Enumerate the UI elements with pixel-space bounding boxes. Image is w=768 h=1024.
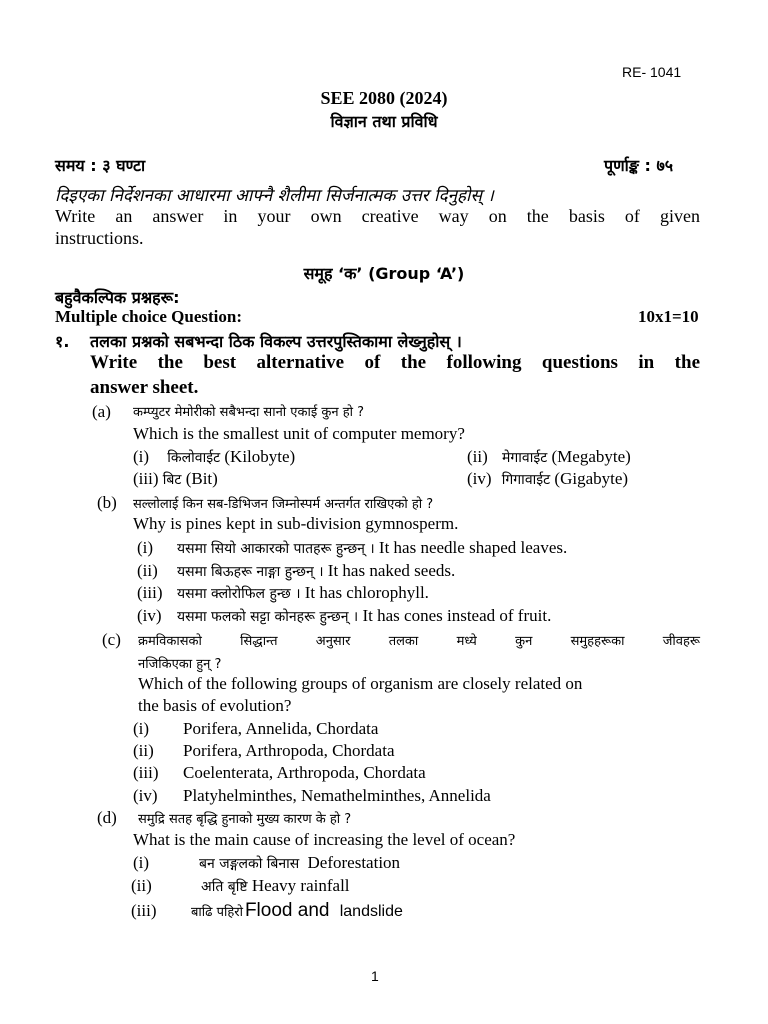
subquestion-d-en: What is the main cause of increasing the level of ocean? bbox=[133, 830, 516, 849]
option-d-iii bbox=[131, 900, 403, 922]
option-text-en: (Bit) bbox=[185, 469, 218, 488]
question-instruction-np: तलका प्रश्नको सबभन्दा ठिक विकल्प उत्तरपुस्तिकामा लेख्नुहोस् । bbox=[90, 332, 462, 351]
option-a-i bbox=[133, 447, 295, 467]
option-a-iv bbox=[467, 469, 628, 489]
page-number: 1 bbox=[371, 968, 379, 984]
option-label: (i) bbox=[133, 719, 150, 738]
document-code: RE- 1041 bbox=[622, 64, 682, 80]
option-b-iv bbox=[137, 606, 551, 626]
time-allowed: समय : ३ घण्टा bbox=[55, 156, 146, 175]
subquestion-d-np: समुद्रि सतह बृद्धि हुनाको मुख्य कारण के हो ? bbox=[138, 812, 352, 827]
full-marks: पूर्णाङ्क : ७५ bbox=[604, 156, 674, 175]
subquestion-a-np: कम्प्युटर मेमोरीको सबैभन्दा सानो एकाई कुन हो ? bbox=[133, 405, 364, 420]
exam-title: SEE 2080 (2024) bbox=[320, 88, 448, 108]
option-text-np: अति बृष्टि bbox=[201, 879, 248, 895]
option-label: (iii) bbox=[137, 583, 163, 602]
option-a-ii bbox=[467, 447, 631, 467]
option-text-en: Porifera, Arthropoda, Chordata bbox=[183, 741, 395, 760]
option-label: (iv) bbox=[137, 606, 162, 625]
option-text-en: Heavy rainfall bbox=[251, 876, 350, 895]
option-text-en: It has naked seeds. bbox=[327, 561, 456, 580]
option-text-np: बाढि पहिरो bbox=[191, 905, 243, 920]
option-text-en: It has chlorophyll. bbox=[304, 583, 429, 602]
option-b-i bbox=[137, 538, 567, 558]
mcq-heading-en: Multiple choice Question: bbox=[55, 307, 242, 326]
option-text-en: It has cones instead of fruit. bbox=[362, 606, 552, 625]
option-label: (iv) bbox=[133, 786, 158, 805]
subquestion-a-label: (a) bbox=[92, 402, 111, 421]
option-text-en: (Megabyte) bbox=[551, 447, 631, 466]
option-b-iii bbox=[137, 583, 429, 603]
option-text-en: Flood and bbox=[244, 900, 330, 921]
question-number: १. bbox=[55, 332, 70, 351]
subquestion-a-en: Which is the smallest unit of computer memory? bbox=[133, 424, 465, 443]
general-instruction-en-line2: instructions. bbox=[55, 228, 144, 248]
subquestion-c-en-line2: the basis of evolution? bbox=[138, 696, 292, 715]
option-label: (i) bbox=[133, 447, 150, 466]
question-instruction-en-line2: answer sheet. bbox=[90, 377, 199, 398]
option-text-np: बिट bbox=[162, 472, 182, 488]
option-text-np: यसमा फलको सट्टा कोनहरू हुन्छन् । bbox=[177, 609, 359, 625]
option-text-en: Coelenterata, Arthropoda, Chordata bbox=[183, 763, 426, 782]
subquestion-b-np: सल्लोलाई किन सब-डिभिजन जिम्नोस्पर्म अन्तर्गत राखिएको हो ? bbox=[133, 497, 434, 512]
option-d-ii bbox=[131, 876, 350, 896]
option-label: (iii) bbox=[133, 469, 159, 488]
option-text-np: बन जङ्गलको बिनास bbox=[199, 856, 300, 872]
option-label: (i) bbox=[137, 538, 154, 557]
option-text-en: It has needle shaped leaves. bbox=[378, 538, 568, 557]
general-instruction-np: दिइएका निर्देशनका आधारमा आफ्नै शैलीमा सिर्जनात्मक उत्तर दिनुहोस् । bbox=[55, 186, 494, 206]
subquestion-c-np-line1: क्रमविकासको सिद्धान्त अनुसार तलका मध्ये कुन समुहहरूका जीवहरू bbox=[138, 634, 700, 649]
option-label: (ii) bbox=[137, 561, 158, 580]
subquestion-c-np-line2: नजिकिएका हुन् ? bbox=[138, 657, 222, 672]
option-text-en: Porifera, Annelida, Chordata bbox=[183, 719, 379, 738]
option-label: (iv) bbox=[467, 469, 492, 488]
option-label: (i) bbox=[133, 853, 150, 872]
subquestion-b-label: (b) bbox=[97, 493, 117, 512]
option-text-np: किलोवाईट bbox=[167, 450, 221, 466]
option-text-np: यसमा बिऊहरू नाङ्गा हुन्छन् । bbox=[177, 564, 324, 580]
option-text-en: Deforestation bbox=[307, 853, 401, 872]
subquestion-b-en: Why is pines kept in sub-division gymnosperm. bbox=[133, 514, 459, 533]
subquestion-c-label: (c) bbox=[102, 630, 121, 649]
mcq-heading-np: बहुवैकल्पिक प्रश्नहरू: bbox=[55, 288, 180, 307]
option-text-en: (Kilobyte) bbox=[224, 447, 296, 466]
option-text-np: गिगावाईट bbox=[501, 472, 551, 488]
mcq-marks: 10x1=10 bbox=[638, 307, 699, 326]
option-c-i bbox=[133, 719, 378, 739]
option-label: (ii) bbox=[467, 447, 488, 466]
option-b-ii bbox=[137, 561, 455, 581]
general-instruction-en-line1: Write an answer in your own creative way on the basis of given bbox=[55, 206, 700, 226]
option-text-en-2: landslide bbox=[339, 903, 403, 920]
option-label: (iii) bbox=[131, 901, 157, 920]
option-text-np: यसमा सियो आकारको पातहरू हुन्छन् । bbox=[177, 541, 375, 557]
option-text-en: (Gigabyte) bbox=[554, 469, 629, 488]
option-text-en: Platyhelminthes, Nemathelminthes, Annelida bbox=[183, 786, 491, 805]
subquestion-d-label: (d) bbox=[97, 808, 117, 827]
option-label: (ii) bbox=[131, 876, 152, 895]
subquestion-c-en-line1: Which of the following groups of organism are closely related on bbox=[138, 674, 583, 693]
option-c-iii bbox=[133, 763, 426, 783]
option-d-i bbox=[133, 853, 400, 873]
option-label: (ii) bbox=[133, 741, 154, 760]
option-c-ii bbox=[133, 741, 395, 761]
option-label: (iii) bbox=[133, 763, 159, 782]
group-heading: समूह ‘क’ (Group ‘A’) bbox=[303, 264, 465, 283]
option-text-np: यसमा क्लोरोफिल हुन्छ । bbox=[177, 586, 301, 602]
option-a-iii bbox=[133, 469, 218, 489]
option-c-iv bbox=[133, 786, 491, 806]
subject-title: विज्ञान तथा प्रविधि bbox=[330, 112, 438, 131]
question-instruction-en-line1: Write the best alternative of the following questions in the bbox=[90, 352, 700, 373]
option-text-np: मेगावाईट bbox=[502, 450, 548, 466]
